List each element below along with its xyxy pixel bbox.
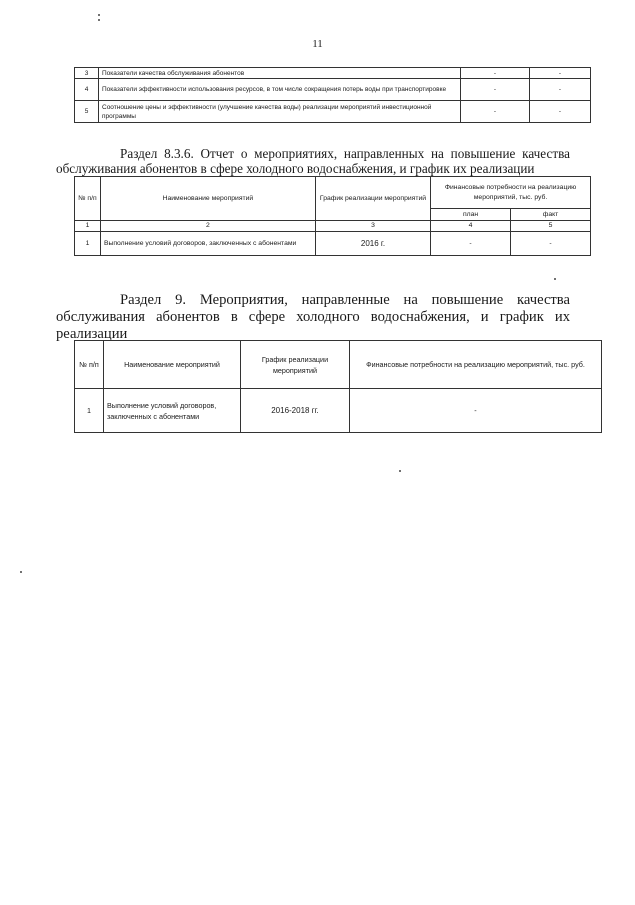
table-row <box>75 79 591 101</box>
header-plan: план <box>431 209 511 221</box>
index-cell: 4 <box>431 221 511 232</box>
header-num: № п/п <box>75 341 104 389</box>
scan-speck <box>20 571 22 573</box>
row-number: 1 <box>75 232 101 256</box>
table-row <box>75 389 602 433</box>
row-value: - <box>530 79 591 101</box>
table-row <box>75 232 591 256</box>
row-schedule: 2016 г. <box>315 232 430 256</box>
row-number: 4 <box>75 79 99 101</box>
index-cell: 3 <box>315 221 430 232</box>
row-value: - <box>461 101 530 123</box>
heading-line: Раздел 8.3.6. Отчет о мероприятиях, направленных на повышение качества <box>120 146 570 161</box>
row-schedule: 2016-2018 гг. <box>241 389 350 433</box>
row-value: - <box>530 101 591 123</box>
scan-speck <box>399 470 401 472</box>
index-cell: 5 <box>511 221 591 232</box>
index-cell: 1 <box>75 221 101 232</box>
row-text: Показатели качества обслуживания абонентов <box>99 68 461 79</box>
row-fact: - <box>511 232 591 256</box>
measures-table <box>74 340 602 433</box>
row-name: Выполнение условий договоров, заключенных с абонентами <box>100 232 315 256</box>
report-table <box>74 176 591 256</box>
row-finance: - <box>350 389 602 433</box>
header-fact: факт <box>511 209 591 221</box>
header-num: № п/п <box>75 177 101 221</box>
row-number: 5 <box>75 101 99 123</box>
scan-speck <box>98 14 100 16</box>
page-number: 11 <box>312 38 323 50</box>
indicators-table <box>74 67 591 123</box>
row-value: - <box>461 79 530 101</box>
table-row <box>75 68 591 79</box>
row-number: 1 <box>75 389 104 433</box>
row-text: Показатели эффективности использования ресурсов, в том числе сокращения потерь воды при транспортировке <box>99 79 461 101</box>
row-name: Выполнение условий договоров, заключенных с абонентами <box>104 389 241 433</box>
row-value: - <box>530 68 591 79</box>
row-plan: - <box>431 232 511 256</box>
index-cell: 2 <box>100 221 315 232</box>
scan-speck <box>98 19 100 21</box>
section-heading-8-3-6 <box>56 146 570 176</box>
row-number: 3 <box>75 68 99 79</box>
heading-line: обслуживания абонентов в сфере холодного водоснабжения, и график их <box>56 309 570 325</box>
table-index-row <box>75 221 591 232</box>
table-header-row <box>75 341 602 389</box>
section-heading-9 <box>56 292 570 343</box>
header-name: Наименование мероприятий <box>104 341 241 389</box>
header-finance: Финансовые потребности на реализацию мероприятий, тыс. руб. <box>431 177 591 209</box>
scan-speck <box>554 278 556 280</box>
header-schedule: График реализации мероприятий <box>241 341 350 389</box>
heading-line: обслуживания абонентов в сфере холодного водоснабжения, и график их реализации <box>56 161 535 176</box>
table-row <box>75 101 591 123</box>
heading-line: реализации <box>56 326 128 342</box>
row-value: - <box>461 68 530 79</box>
heading-line: Раздел 9. Мероприятия, направленные на повышение качества <box>120 292 570 308</box>
row-text: Соотношение цены и эффективности (улучшение качества воды) реализации мероприятий инвестиционной программы <box>99 101 461 123</box>
table-header-row <box>75 177 591 209</box>
header-name: Наименование мероприятий <box>100 177 315 221</box>
header-finance: Финансовые потребности на реализацию мероприятий, тыс. руб. <box>350 341 602 389</box>
header-schedule: График реализации мероприятий <box>315 177 430 221</box>
